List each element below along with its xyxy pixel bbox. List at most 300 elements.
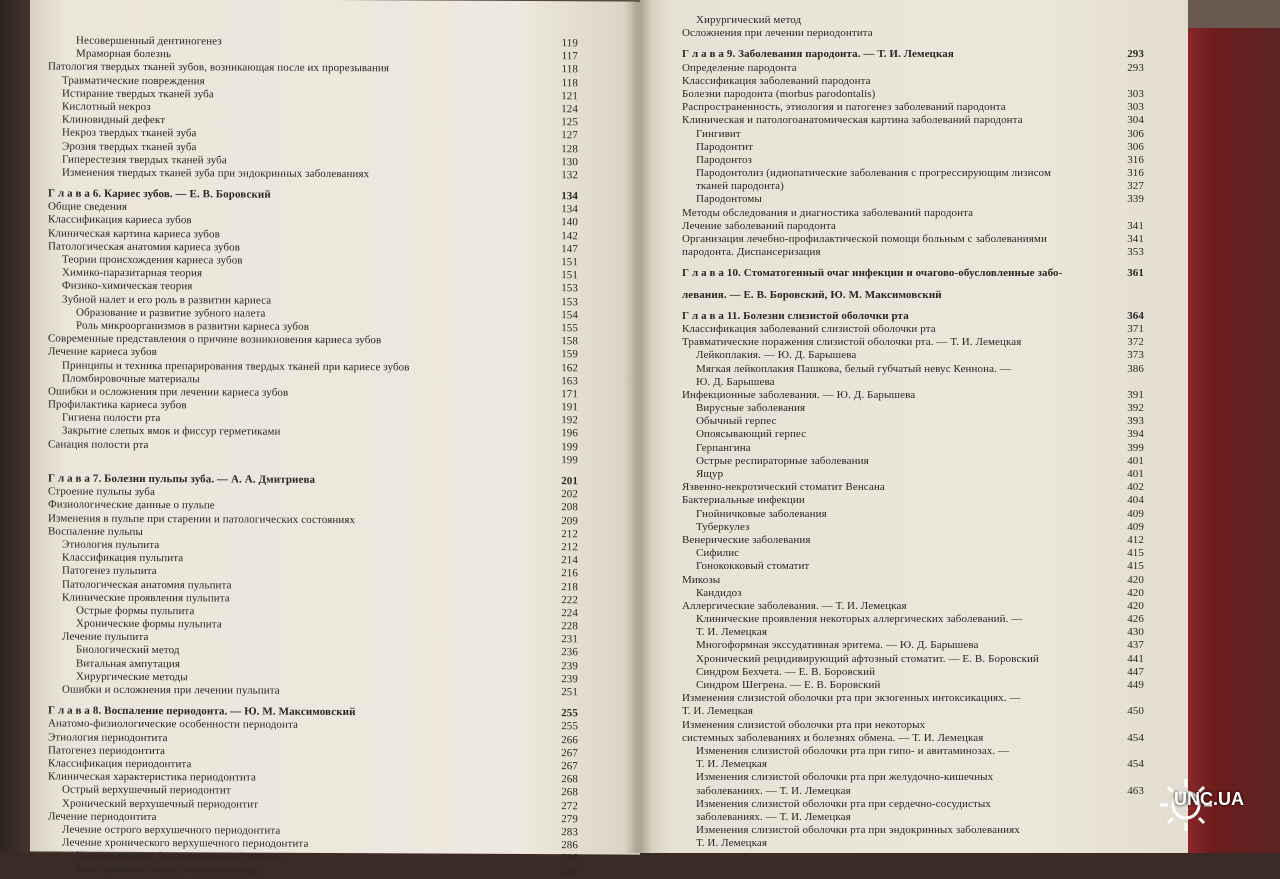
toc-entry-page: 199 (561, 453, 578, 467)
toc-entry (682, 679, 1144, 692)
toc-entry (682, 600, 1144, 613)
toc-entry-page: 201 (561, 475, 578, 488)
toc-entry-title: Классификация заболеваний пародонта (682, 74, 871, 87)
toc-entry-title: Т. И. Лемецкая (696, 626, 768, 639)
toc-entry-page: 196 (561, 427, 578, 440)
toc-entry (682, 639, 1144, 652)
toc-entry (682, 626, 1144, 639)
toc-entry-title: Консервативно-хирургические методы (76, 863, 261, 877)
toc-entry (682, 114, 1144, 127)
toc-entry-page: 393 (1127, 415, 1144, 428)
toc-entry (682, 455, 1144, 468)
toc-entry-title: Изменения слизистой оболочки рта при эндокринных заболеваниях (696, 824, 1020, 837)
toc-entry-page: 118 (561, 76, 578, 89)
toc-entry (682, 837, 1144, 850)
toc-entry-page: 267 (561, 746, 578, 760)
toc-entry-title: Физико-химическая теория (62, 279, 193, 293)
toc-entry-page: 394 (1127, 428, 1144, 441)
toc-entry (682, 101, 1144, 114)
toc-entry-title: Острый верхушечный периодонтит (62, 783, 231, 797)
toc-entry-page: 125 (561, 116, 578, 129)
toc-entry (682, 310, 1144, 323)
toc-entry-page: 199 (561, 440, 578, 453)
toc-entry (682, 415, 1144, 428)
toc-entry-page: 392 (1127, 402, 1144, 415)
toc-entry (682, 494, 1144, 507)
toc-entry (682, 220, 1144, 233)
toc-entry-title: Гигиена полости рта (62, 411, 161, 425)
toc-entry (682, 154, 1144, 167)
toc-entry-page: 391 (1127, 388, 1144, 401)
toc-entry-page: 292 (561, 865, 578, 878)
toc-entry-page: 214 (561, 554, 578, 567)
toc-entry-page: 306 (1127, 140, 1144, 153)
toc-entry (682, 376, 1144, 389)
toc-entry-page: 286 (561, 839, 578, 852)
toc-entry-page: 409 (1127, 507, 1144, 520)
toc-entry-title: Г л а в а 7. Болезни пульпы зуба. — А. А. Дмитриева (48, 472, 316, 486)
toc-entry (682, 267, 1144, 280)
toc-entry (682, 824, 1144, 837)
toc-entry-page: 127 (561, 129, 578, 142)
toc-entry-page: 401 (1127, 454, 1144, 467)
toc-entry-page: 147 (561, 242, 578, 256)
left-page (30, 0, 640, 878)
toc-entry (682, 798, 1144, 811)
toc-entry (682, 666, 1144, 679)
toc-entry-title: Лечение острого верхушечного периодонтита (62, 823, 281, 837)
toc-entry (682, 167, 1144, 180)
toc-entry-title: Гнойничковые заболевания (696, 507, 827, 520)
toc-entry-title: Несовершенный дентиногенез (76, 34, 222, 48)
toc-entry-title: Консервативные (терапевтические) методы (76, 849, 283, 863)
toc-entry-title: Инфекционные заболевания. — Ю. Д. Барышева (682, 388, 916, 401)
toc-entry-page: 341 (1127, 219, 1144, 232)
toc-entry-page: 124 (561, 103, 578, 116)
toc-entry-page: 437 (1127, 639, 1144, 652)
toc-entry-page: 426 (1127, 613, 1144, 626)
toc-entry (682, 27, 1144, 40)
toc-entry-title: Изменения слизистой оболочки рта при гипо- и авитаминозах. — (696, 744, 1010, 757)
toc-entry-title: тканей пародонта) (696, 180, 784, 193)
toc-entry-title: Г л а в а 6. Кариес зубов. — Е. В. Боровский (48, 187, 271, 201)
toc-entry-title: Санация полости рта (48, 438, 149, 451)
toc-entry-page: 316 (1127, 153, 1144, 166)
toc-entry-title: системных заболеваниях и болезнях обмена. — Т. И. Лемецкая (682, 731, 984, 744)
toc-entry-page: 409 (1127, 520, 1144, 533)
toc-entry-title: Г л а в а 10. Стоматогенный очаг инфекции и очагово-обусловленные забо- (682, 267, 1063, 280)
toc-entry-title: Изменения слизистой оболочки рта при сердечно-сосудистых (696, 797, 992, 810)
toc-entry (682, 336, 1144, 349)
toc-entry (682, 402, 1144, 415)
toc-entry-page: 412 (1127, 533, 1144, 546)
toc-entry-page: 132 (561, 169, 578, 182)
toc-entry-page: 209 (561, 514, 578, 527)
toc-entry (48, 451, 578, 467)
toc-entry-title: Физиологические данные о пульпе (48, 498, 215, 512)
toc-entry (682, 653, 1144, 666)
toc-entry-page: 341 (1127, 233, 1144, 245)
toc-entry (682, 428, 1144, 441)
toc-entry-title: Клинические проявления некоторых аллергических заболеваний. — (696, 613, 1023, 626)
toc-entry-page: 447 (1127, 665, 1144, 678)
toc-entry-title: Патогенез пульпита (62, 564, 157, 578)
toc-entry-title: Анатомо-физиологические особенности периодонта (48, 717, 299, 732)
toc-entry (682, 389, 1144, 402)
toc-entry-title: Патогенез периодонтита (48, 744, 165, 757)
toc-entry-page: 293 (1127, 48, 1144, 61)
toc-entry-page: 202 (561, 488, 578, 501)
toc-entry (682, 349, 1144, 362)
toc-entry-title: Ю. Д. Барышева (696, 375, 775, 388)
toc-entry-title: Методы обследования и диагностика заболеваний пародонта (682, 206, 974, 219)
toc-entry-page: 224 (561, 607, 578, 620)
toc-entry-title: Вирусные заболевания (696, 402, 806, 415)
toc-entry-page: 316 (1127, 167, 1144, 180)
toc-entry-page: 255 (561, 707, 578, 720)
toc-entry (682, 692, 1144, 705)
toc-entry-title: Изменения твердых тканей зуба при эндокринных заболеваниях (62, 166, 370, 181)
toc-entry-page: 159 (561, 348, 578, 361)
toc-entry-page: 228 (561, 620, 578, 633)
toc-entry (682, 745, 1144, 758)
toc-entry-page: 231 (561, 633, 578, 646)
toc-entry-title: Хирургические методы (76, 670, 188, 684)
toc-entry-title: Хронический верхушечный периодонтит (62, 797, 259, 811)
toc-entry-page: 266 (561, 733, 578, 746)
watermark-text: UNC.UA (1174, 789, 1244, 809)
toc-entry-title: Теории происхождения кариеса зубов (62, 253, 243, 267)
toc-entry-page: 216 (561, 567, 578, 580)
toc-entry-page: 192 (561, 414, 578, 427)
toc-entry-page: 162 (561, 361, 578, 374)
toc-entry-title: пародонта. Диспансеризация (682, 246, 821, 259)
toc-entry-title: Болезни пародонта (morbus parodontalis) (682, 87, 876, 100)
toc-entry-title: Лечение кариеса зубов (48, 345, 157, 359)
toc-entry-title: Образование и развитие зубного налета (76, 306, 266, 320)
watermark (1156, 775, 1266, 835)
toc-entry-page: 373 (1127, 349, 1144, 362)
toc-entry-page: 399 (1127, 441, 1144, 454)
toc-entry-title: Закрытие слепых ямок и фиссур герметиками (62, 425, 281, 439)
toc-entry-page: 255 (561, 720, 578, 733)
toc-entry (48, 683, 578, 699)
toc-entry-page: 119 (561, 37, 578, 50)
toc-entry (682, 534, 1144, 547)
toc-entry-title: Т. И. Лемецкая (696, 837, 768, 850)
toc-entry-page: 372 (1127, 336, 1144, 349)
toc-entry-page: 441 (1127, 652, 1144, 665)
toc-entry-title: Гонококковый стоматит (696, 560, 810, 573)
toc-entry-page: 401 (1127, 468, 1144, 480)
toc-entry-title: Г л а в а 11. Болезни слизистой оболочки рта (682, 309, 909, 322)
toc-entry-title: Т. И. Лемецкая (682, 705, 754, 718)
toc-entry-title: Пародонтомы (696, 193, 762, 206)
toc-entry-page: 208 (561, 501, 578, 514)
book-cover-edge (1185, 28, 1280, 853)
toc-entry-title: Клиническая картина кариеса зубов (48, 227, 220, 241)
toc-entry-page: 171 (561, 388, 578, 401)
toc-entry-page: 151 (561, 269, 578, 282)
toc-entry-title: Клинические проявления пульпита (62, 591, 230, 605)
toc-entry-page: 415 (1127, 547, 1144, 560)
toc-entry-page: 153 (561, 282, 578, 295)
toc-left (48, 34, 578, 878)
toc-entry-title: Туберкулез (696, 520, 750, 533)
toc-entry-title: Аллергические заболевания. — Т. И. Лемецкая (682, 599, 907, 612)
toc-entry-page: 267 (561, 760, 578, 773)
toc-entry-title: Принципы и техника препарирования твердых тканей при кариесе зубов (62, 359, 410, 373)
toc-entry (682, 193, 1144, 206)
toc-entry-page: 130 (561, 155, 578, 168)
toc-entry (682, 705, 1144, 718)
toc-entry (682, 246, 1144, 259)
toc-entry-page: 158 (561, 335, 578, 348)
toc-entry-page: 268 (561, 773, 578, 786)
toc-entry-page: 153 (561, 295, 578, 308)
toc-entry (48, 863, 578, 879)
toc-entry-title: Кислотный некроз (62, 100, 151, 113)
toc-entry-title: Лейкоплакия. — Ю. Д. Барышева (696, 349, 857, 362)
toc-entry-title: Изменения слизистой оболочки рта при желудочно-кишечных (696, 771, 994, 784)
toc-entry-page: 154 (561, 308, 578, 322)
toc-entry-page: 420 (1127, 586, 1144, 599)
toc-entry-title: Классификация пульпита (62, 551, 184, 565)
toc-entry-title: левания. — Е. В. Боровский, Ю. М. Максимовский (682, 288, 942, 301)
toc-entry-title: Классификация кариеса зубов (48, 213, 192, 227)
toc-entry-title: Хронические формы пульпита (76, 617, 222, 631)
toc-entry-title: Синдром Шегрена. — Е. В. Боровский (696, 679, 881, 691)
toc-entry-page: 454 (1127, 731, 1144, 744)
toc-entry (48, 166, 578, 182)
toc-entry-title: Бактериальные инфекции (682, 494, 805, 507)
toc-entry (682, 14, 1144, 27)
toc-entry-title: Пародонтит (696, 140, 753, 153)
toc-entry (682, 574, 1144, 587)
toc-entry-title: Некроз твердых тканей зуба (62, 126, 197, 140)
toc-entry-title: Обычный герпес (696, 415, 777, 428)
toc-entry-page: 251 (561, 686, 578, 699)
toc-entry-title: Опоясывающий герпес (696, 428, 807, 441)
toc-entry (682, 560, 1144, 573)
toc-entry-page: 118 (561, 63, 578, 76)
toc-entry-title: Г л а в а 8. Воспаление периодонта. — Ю. М. Максимовский (48, 704, 356, 719)
toc-entry (682, 468, 1144, 481)
toc-entry-title: Многоформная экссудативная эритема. — Ю. Д. Барышева (696, 639, 979, 652)
toc-entry-title: Травматические повреждения (62, 74, 205, 87)
toc-entry-title: Г л а в а 9. Заболевания пародонта. — Т. И. Лемецкая (682, 48, 954, 61)
toc-entry-title: Лечение заболеваний пародонта (682, 219, 836, 232)
toc-entry-title: Мягкая лейкоплакия Пашкова, белый губчатый невус Кеннона. — (696, 362, 1011, 375)
toc-entry-title: Патологическая анатомия пульпита (62, 578, 232, 591)
toc-entry-page: 402 (1127, 481, 1144, 494)
toc-entry-title: Ящур (696, 468, 724, 480)
toc-entry-title: Сифилис (696, 547, 740, 560)
toc-entry (682, 442, 1144, 455)
right-page (640, 0, 1188, 853)
toc-entry-title: Синдром Бехчета. — Е. В. Боровский (696, 665, 876, 678)
toc-entry-page: 134 (561, 190, 578, 203)
toc-entry-page: 420 (1127, 599, 1144, 612)
toc-entry-page: 140 (561, 216, 578, 229)
toc-entry-page: 430 (1127, 626, 1144, 639)
toc-entry-title: Пародонтолиз (идиопатические заболевания с прогрессирующим лизисом (696, 167, 1052, 180)
toc-entry-title: Эрозия твердых тканей зуба (62, 140, 197, 153)
toc-entry-page: 212 (561, 527, 578, 541)
toc-entry-page: 306 (1127, 127, 1144, 140)
toc-entry-title: Герпангина (696, 441, 751, 454)
toc-entry-title: Распространенность, этиология и патогенез заболеваний пародонта (682, 101, 1006, 114)
toc-entry-title: Изменения слизистой оболочки рта при некоторых (682, 718, 926, 731)
toc-entry-title: Определение пародонта (682, 61, 797, 74)
toc-entry-page: 463 (1127, 784, 1144, 797)
toc-entry-page: 364 (1127, 309, 1144, 322)
toc-entry-title: Т. И. Лемецкая (696, 758, 768, 771)
toc-entry (682, 207, 1144, 220)
toc-entry-page: 371 (1127, 322, 1144, 335)
toc-entry-page: 121 (561, 89, 578, 103)
toc-entry-page: 222 (561, 593, 578, 606)
toc-entry-title: Изменения в пульпе при старении и патологических состояниях (48, 512, 356, 526)
toc-entry (682, 481, 1144, 494)
toc-entry-title: Язвенно-некротический стоматит Венсана (682, 481, 885, 494)
toc-entry-title: заболеваниях. — Т. И. Лемецкая (696, 810, 851, 823)
toc-entry (682, 587, 1144, 600)
toc-entry (682, 732, 1144, 745)
toc-entry-title: Венерические заболевания (682, 533, 811, 546)
toc-entry-page: 268 (561, 786, 578, 799)
toc-entry-title: Мраморная болезнь (76, 47, 172, 61)
toc-entry-page: 117 (561, 50, 578, 63)
toc-entry-title: Общие сведения (48, 200, 127, 214)
toc-entry (682, 771, 1144, 784)
toc-entry-title: Патология твердых тканей зубов, возникающая после их прорезывания (48, 60, 390, 75)
toc-entry (682, 508, 1144, 521)
toc-entry-page: 236 (561, 646, 578, 659)
toc-entry-page: 454 (1127, 758, 1144, 771)
toc-entry-page: 339 (1127, 193, 1144, 206)
toc-entry-page: 404 (1127, 494, 1144, 507)
toc-entry-page: 128 (561, 142, 578, 155)
toc-entry (682, 62, 1144, 75)
toc-entry-title: Классификация периодонтита (48, 757, 192, 771)
toc-entry (682, 758, 1144, 771)
toc-entry-title: Гиперестезия твердых тканей зуба (62, 153, 227, 167)
toc-entry-page: 386 (1127, 362, 1144, 375)
toc-entry-page: 212 (561, 541, 578, 554)
toc-entry-title: заболеваниях. — Т. И. Лемецкая (696, 784, 851, 797)
toc-entry-title: Лечение периодонтита (48, 810, 157, 823)
toc-entry-title: Ошибки и осложнения при лечении пульпита (62, 683, 280, 697)
toc-entry-title: Истирание твердых тканей зуба (62, 87, 214, 101)
toc-entry-title: Клиническая характеристика периодонтита (48, 770, 256, 784)
toc-entry (682, 88, 1144, 101)
toc-entry-title: Острые респираторные заболевания (696, 454, 869, 467)
toc-entry-page: 361 (1127, 267, 1144, 280)
toc-entry (682, 547, 1144, 560)
toc-entry-page: 283 (561, 826, 578, 839)
toc-entry (682, 75, 1144, 88)
toc-entry-title: Изменения слизистой оболочки рта при экзогенных интоксикациях. — (682, 692, 1021, 705)
toc-entry-title: Травматические поражения слизистой оболочки рта. — Т. И. Лемецкая (682, 336, 1022, 349)
toc-entry (682, 363, 1144, 376)
toc-entry-title: Профилактика кариеса зубов (48, 398, 187, 412)
toc-entry (682, 323, 1144, 336)
toc-entry-page: 191 (561, 401, 578, 414)
toc-entry-title: Клиновидный дефект (62, 113, 166, 127)
toc-entry-title: Витальная ампутация (76, 657, 181, 670)
toc-entry-title: Хирургический метод (696, 14, 802, 26)
book-gutter (624, 0, 652, 853)
toc-entry-title: Пародонтоз (696, 153, 752, 166)
toc-entry-page: 272 (561, 799, 578, 812)
toc-entry-page: 142 (561, 229, 578, 242)
toc-entry (682, 141, 1144, 154)
toc-entry-title: Кандидоз (696, 586, 742, 599)
toc-entry-title: Микозы (682, 573, 721, 586)
toc-entry-title: Лечение пульпита (62, 630, 149, 644)
toc-entry-title: Лечение хронического верхушечного периодонтита (62, 836, 309, 850)
toc-entry-title: Строение пульпы зуба (48, 485, 155, 499)
toc-entry-page: 303 (1127, 101, 1144, 114)
toc-entry-page: 293 (1127, 61, 1144, 74)
toc-entry-title: Зубной налет и его роль в развитии кариеса (62, 293, 272, 307)
toc-entry-title: Хронический рецидивирующий афтозный стоматит. — Е. В. Боровский (696, 652, 1039, 665)
toc-entry-title: Пломбировочные материалы (62, 372, 200, 385)
toc-entry (682, 289, 1144, 302)
toc-entry-page: 134 (561, 203, 578, 216)
toc-entry (682, 233, 1144, 246)
toc-entry-title: Ошибки и осложнения при лечении кариеса зубов (48, 385, 289, 399)
toc-entry-title: Классификация заболеваний слизистой оболочки рта (682, 322, 936, 335)
toc-entry-page: 353 (1127, 246, 1144, 259)
toc-entry-title: Этиология пульпита (62, 538, 160, 552)
toc-entry-page: 327 (1127, 180, 1144, 193)
toc-entry-title: Гингивит (696, 127, 741, 140)
toc-entry-title: Патологическая анатомия кариеса зубов (48, 240, 241, 254)
toc-entry-page: 151 (561, 256, 578, 269)
toc-entry-title: Осложнения при лечении периодонтита (682, 27, 873, 40)
toc-entry-title: Воспаление пульпы (48, 525, 144, 538)
toc-entry-title: Этиология периодонтита (48, 731, 168, 744)
toc-right (682, 14, 1144, 850)
toc-entry (682, 719, 1144, 732)
toc-entry-page: 420 (1127, 573, 1144, 586)
toc-entry (682, 521, 1144, 534)
toc-entry-page: 449 (1127, 679, 1144, 691)
toc-entry-page: 304 (1127, 114, 1144, 127)
toc-entry-page: 279 (561, 812, 578, 825)
toc-entry-page: 155 (561, 322, 578, 335)
toc-entry-page: 303 (1127, 87, 1144, 100)
toc-entry-title: Организация лечебно-профилактической помощи больным с заболеваниями (682, 233, 1047, 245)
toc-entry-page: 218 (561, 580, 578, 593)
toc-entry-page: 239 (561, 672, 578, 686)
toc-entry-title: Острые формы пульпита (76, 604, 195, 618)
toc-entry-page: 450 (1127, 705, 1144, 718)
toc-entry (682, 180, 1144, 193)
toc-entry-title: Биологический метод (76, 644, 180, 657)
toc-entry (682, 811, 1144, 824)
toc-entry (682, 613, 1144, 626)
toc-entry (682, 785, 1144, 798)
toc-entry-page: 239 (561, 659, 578, 672)
toc-entry-title: Роль микроорганизмов в развитии кариеса зубов (76, 319, 310, 333)
toc-entry-title: Клиническая и патологоанатомическая картина заболеваний пародонта (682, 114, 1023, 127)
toc-entry-page: 286 (561, 852, 578, 865)
toc-entry-page: 415 (1127, 560, 1144, 573)
toc-entry (682, 48, 1144, 61)
